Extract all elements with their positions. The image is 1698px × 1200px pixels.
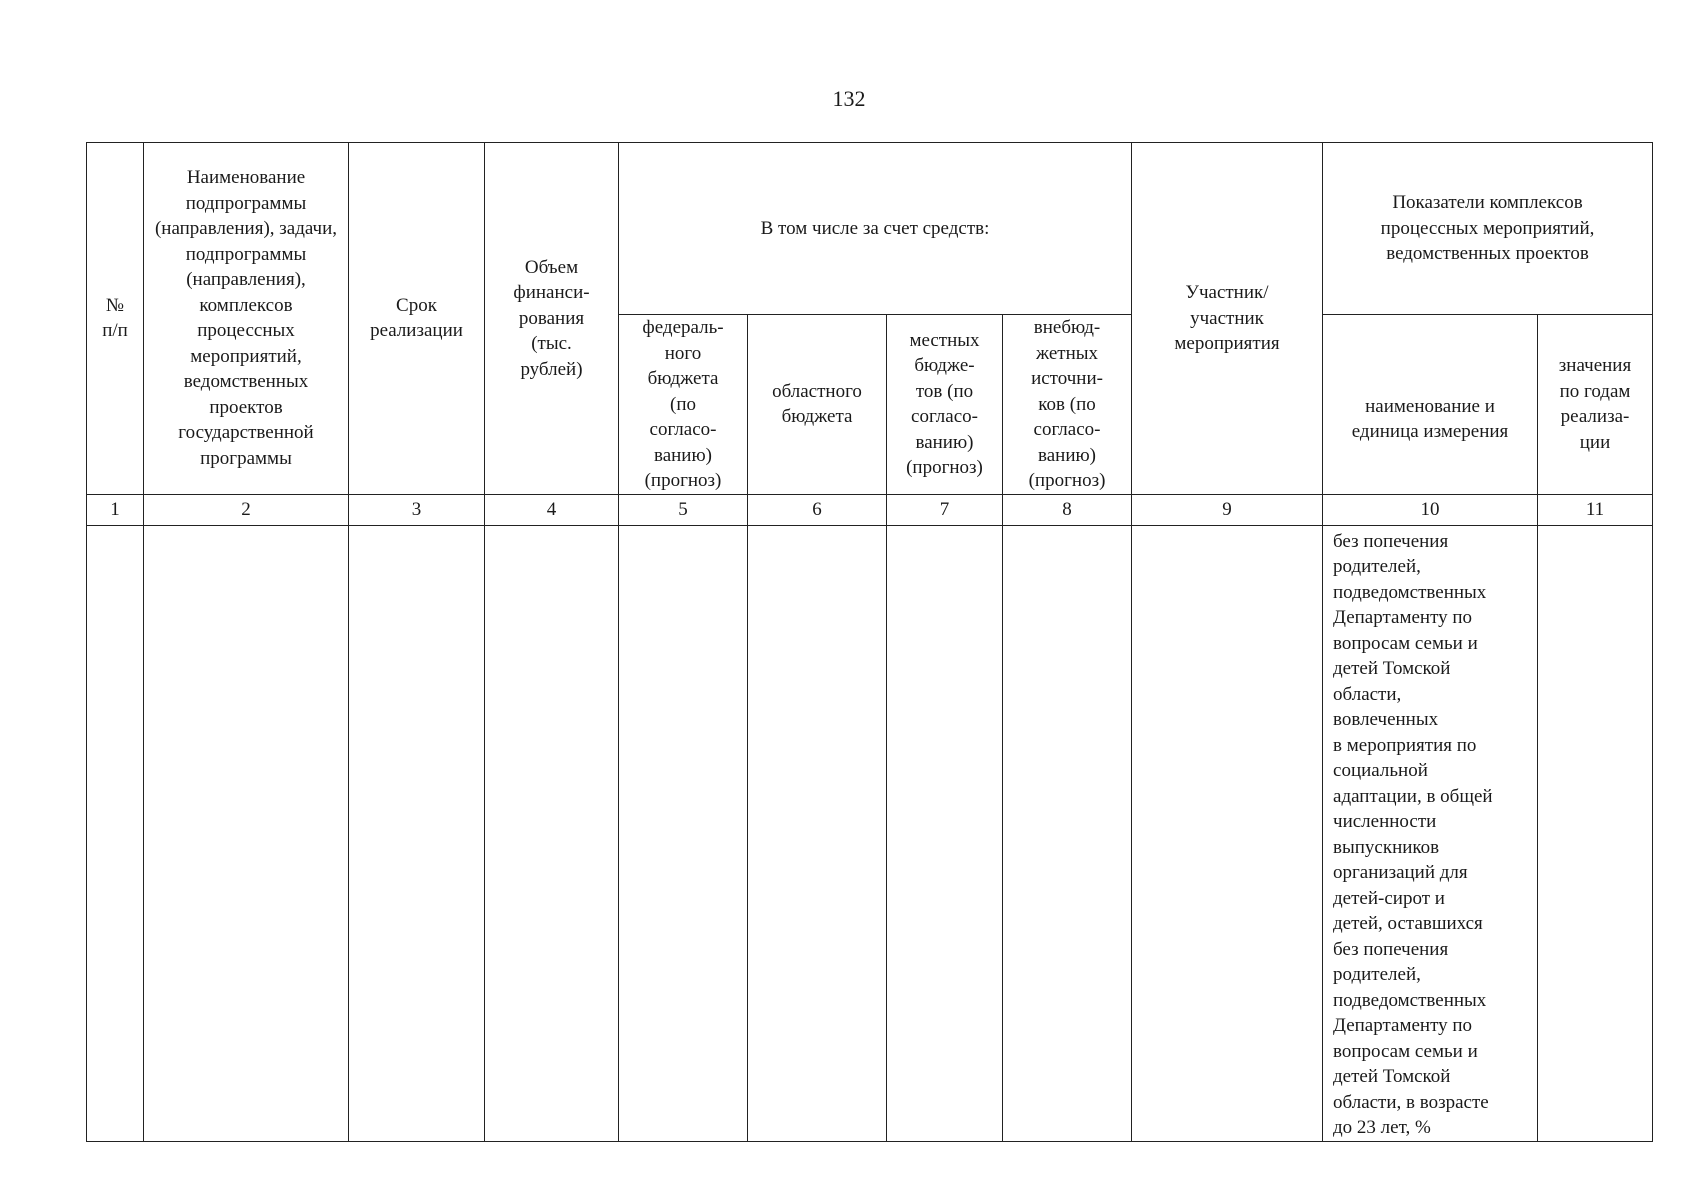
column-number: 10: [1323, 494, 1538, 525]
header-indicators-group: Показатели комплексов процессных мероприятий, ведомственных проектов: [1323, 143, 1653, 315]
header-extrabudgetary: внебюд- жетных источни- ков (по согласо- ванию) (прогноз): [1003, 315, 1132, 495]
column-number: 6: [748, 494, 887, 525]
cell-empty: [748, 525, 887, 1141]
header-funding-group: В том числе за счет средств:: [619, 143, 1132, 315]
column-number: 8: [1003, 494, 1132, 525]
header-participant: Участник/ участник мероприятия: [1132, 143, 1323, 495]
column-number: 5: [619, 494, 748, 525]
column-number: 3: [349, 494, 485, 525]
cell-empty: [1538, 525, 1653, 1141]
cell-empty: [1132, 525, 1323, 1141]
cell-empty: [887, 525, 1003, 1141]
column-number: 11: [1538, 494, 1653, 525]
column-number: 4: [485, 494, 619, 525]
header-name: Наименование подпрограммы (направления), задачи, подпрограммы (направления), комплексов процессных мероприятий, ведомственных проектов государственной программы: [144, 143, 349, 495]
page-number: 132: [832, 86, 866, 111]
column-number: 1: [87, 494, 144, 525]
cell-empty: [87, 525, 144, 1141]
header-volume: Объем финанси- рования (тыс. рублей): [485, 143, 619, 495]
table-row: [87, 525, 1653, 1141]
header-indicator-values: значения по годам реализа- ции: [1538, 315, 1653, 495]
indicator-text: без попечения родителей, подведомственных Департаменту по вопросам семьи и детей Томской области, вовлеченных в мероприятия по социальной адаптации, в общей численности выпускников организаций для детей-сирот и детей, оставшихся без попечения родителей, подведомственных Департаменту по вопросам семьи и детей Томской области, в возрасте до 23 лет, %: [1333, 530, 1493, 1138]
program-table: [86, 142, 1653, 1142]
cell-empty: [619, 525, 748, 1141]
column-number-row: [87, 494, 1653, 525]
column-number: 7: [887, 494, 1003, 525]
header-regional-budget: областного бюджета: [748, 315, 887, 495]
header-federal-budget: федераль- ного бюджета (по согласо- ванию) (прогноз): [619, 315, 748, 495]
column-number: 9: [1132, 494, 1323, 525]
header-number: № п/п: [87, 143, 144, 495]
cell-empty: [1003, 525, 1132, 1141]
cell-empty: [349, 525, 485, 1141]
column-number: 2: [144, 494, 349, 525]
header-indicator-name: наименование и единица измерения: [1323, 315, 1538, 495]
cell-indicator-name: [1323, 525, 1538, 1141]
header-period: Срок реализации: [349, 143, 485, 495]
cell-empty: [485, 525, 619, 1141]
cell-empty: [144, 525, 349, 1141]
header-local-budgets: местных бюдже- тов (по согласо- ванию) (прогноз): [887, 315, 1003, 495]
